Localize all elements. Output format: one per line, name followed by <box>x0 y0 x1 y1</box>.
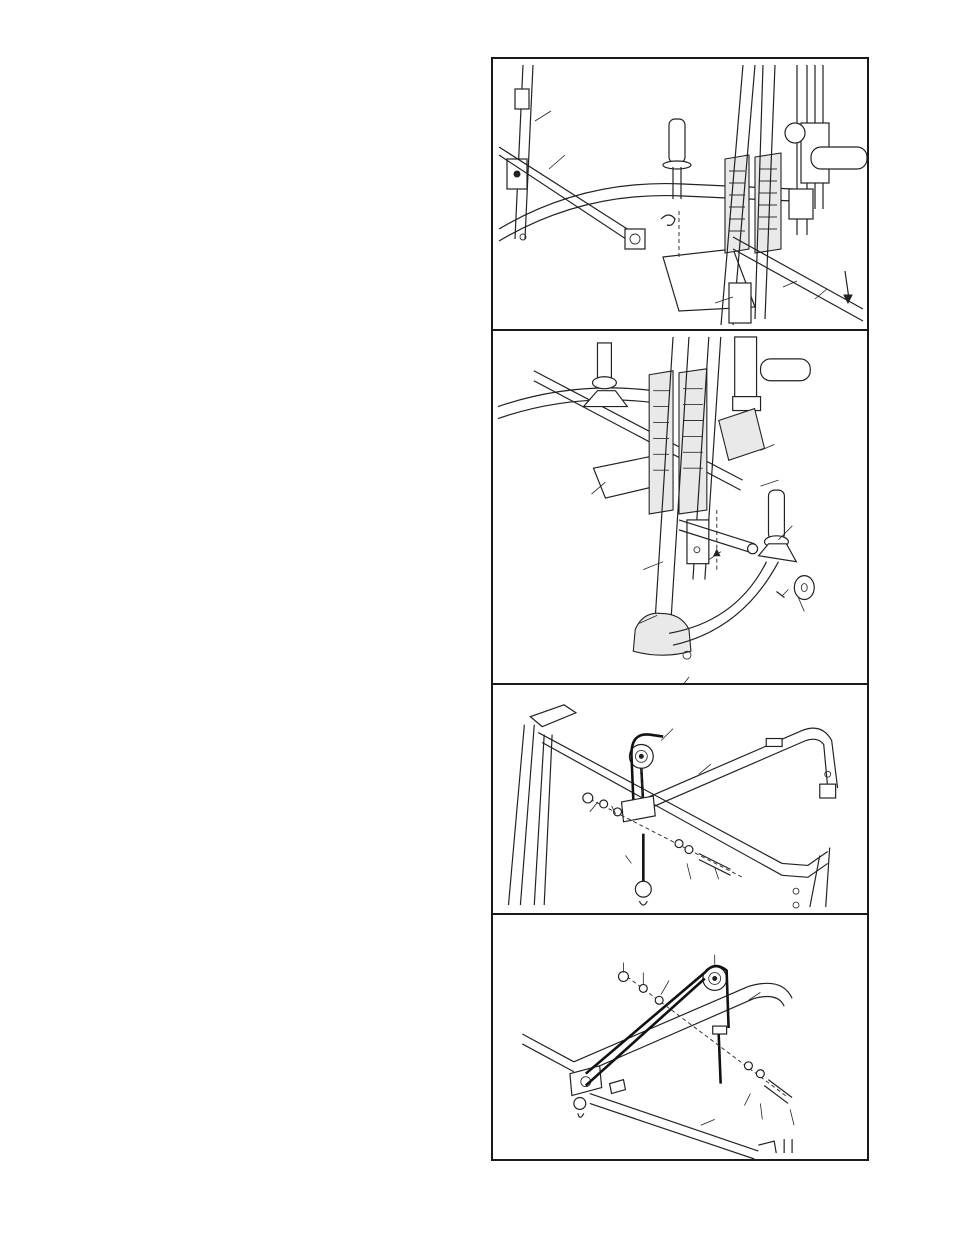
figure-3-drawing <box>493 685 867 913</box>
assembly-figure-1 <box>493 59 867 329</box>
assembly-figure-column <box>491 57 869 1161</box>
figure-2-drawing <box>493 331 867 683</box>
assembly-figure-4 <box>493 913 867 1159</box>
assembly-figure-3 <box>493 683 867 913</box>
assembly-figure-2 <box>493 329 867 683</box>
figure-1-drawing <box>493 59 867 329</box>
figure-4-drawing <box>493 915 867 1159</box>
left-text-column <box>40 57 460 1161</box>
